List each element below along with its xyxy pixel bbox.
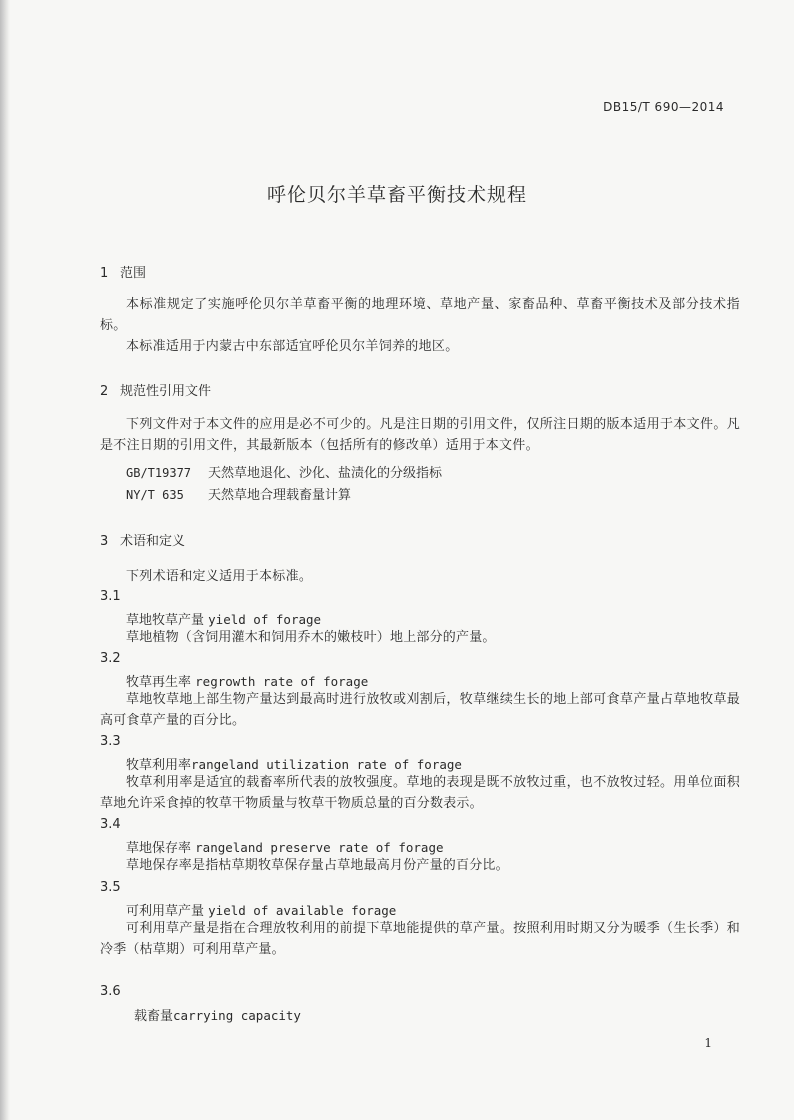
reference-code: GB/T19377 [126,466,192,480]
term-zh: 可利用草产量 [126,904,205,919]
term-zh: 载畜量 [134,1009,174,1024]
section-title: 规范性引用文件 [120,384,212,399]
term-en: regrowth rate of forage [195,674,369,689]
section-heading-2 [100,380,211,399]
page-number: 1 [704,1036,712,1050]
reference-title: 天然草地退化、沙化、盐渍化的分级指标 [208,466,443,481]
term-zh: 牧草利用率 [126,758,192,773]
term-number: 3.6 [100,984,121,999]
term-definition: 草地保存率是指枯草期牧草保存量占草地最高月份产量的百分比。 [126,858,509,873]
section-number: 3 [100,534,109,549]
paragraph: 本标准适用于内蒙古中东部适宜呼伦贝尔羊饲养的地区。 [126,339,459,354]
paragraph: 下列术语和定义适用于本标准。 [126,569,313,584]
document-title: 呼伦贝尔羊草畜平衡技术规程 [266,184,527,206]
section-title: 范围 [120,266,147,281]
section-heading-1 [100,262,146,281]
section-number: 2 [100,384,109,399]
section-heading-3 [100,530,185,549]
term-number: 3.5 [100,880,121,895]
reference-item [126,462,442,481]
term-title [126,900,396,919]
paragraph: 本标准规定了实施呼伦贝尔羊草畜平衡的地理环境、草地产量、家畜品种、草畜平衡技术及部分技术指标。 [100,297,740,333]
paragraph: 下列文件对于本文件的应用是必不可少的。凡是注日期的引用文件，仅所注日期的版本适用于本文件。凡是不注日期的引用文件，其最新版本（包括所有的修改单）适用于本文件。 [100,417,740,453]
section-title: 术语和定义 [120,534,186,549]
term-definition: 可利用草产量是指在合理放牧利用的前提下草地能提供的草产量。按照利用时期又分为暖季（生长季）和冷季（枯草期）可利用草产量。 [100,921,740,957]
standard-code: DB15/T 690—2014 [603,100,724,114]
term-title [126,754,462,773]
term-title [126,609,321,628]
term-zh: 牧草再生率 [126,675,192,690]
term-number: 3.1 [100,589,121,604]
term-zh: 草地保存率 [126,841,192,856]
term-title [134,1005,301,1024]
term-en: carrying capacity [173,1008,301,1023]
term-number: 3.2 [100,651,121,666]
reference-code: NY/T 635 [126,488,184,502]
section-number: 1 [100,266,109,281]
term-title [126,671,368,690]
term-definition: 草地牧草地上部生物产量达到最高时进行放牧或刈割后，牧草继续生长的地上部可食草产量占草地牧草最高可食草产量的百分比。 [100,692,740,728]
reference-title: 天然草地合理载畜量计算 [208,488,352,503]
term-number: 3.3 [100,734,121,749]
binding-edge [0,0,10,1120]
term-en: rangeland preserve rate of forage [195,840,444,855]
term-number: 3.4 [100,817,121,832]
term-zh: 草地牧草产量 [126,613,205,628]
term-definition: 草地植物（含饲用灌木和饲用乔木的嫩枝叶）地上部分的产量。 [126,630,496,645]
term-en: yield of available forage [208,903,397,918]
term-definition: 牧草利用率是适宜的载畜率所代表的放牧强度。草地的表现是既不放牧过重，也不放牧过轻。用单位面积草地允许采食掉的牧草干物质量与牧草干物质总量的百分数表示。 [100,775,740,811]
term-en: yield of forage [208,612,322,627]
term-en: rangeland utilization rate of forage [191,757,462,772]
term-title [126,837,444,856]
reference-item [126,484,351,503]
